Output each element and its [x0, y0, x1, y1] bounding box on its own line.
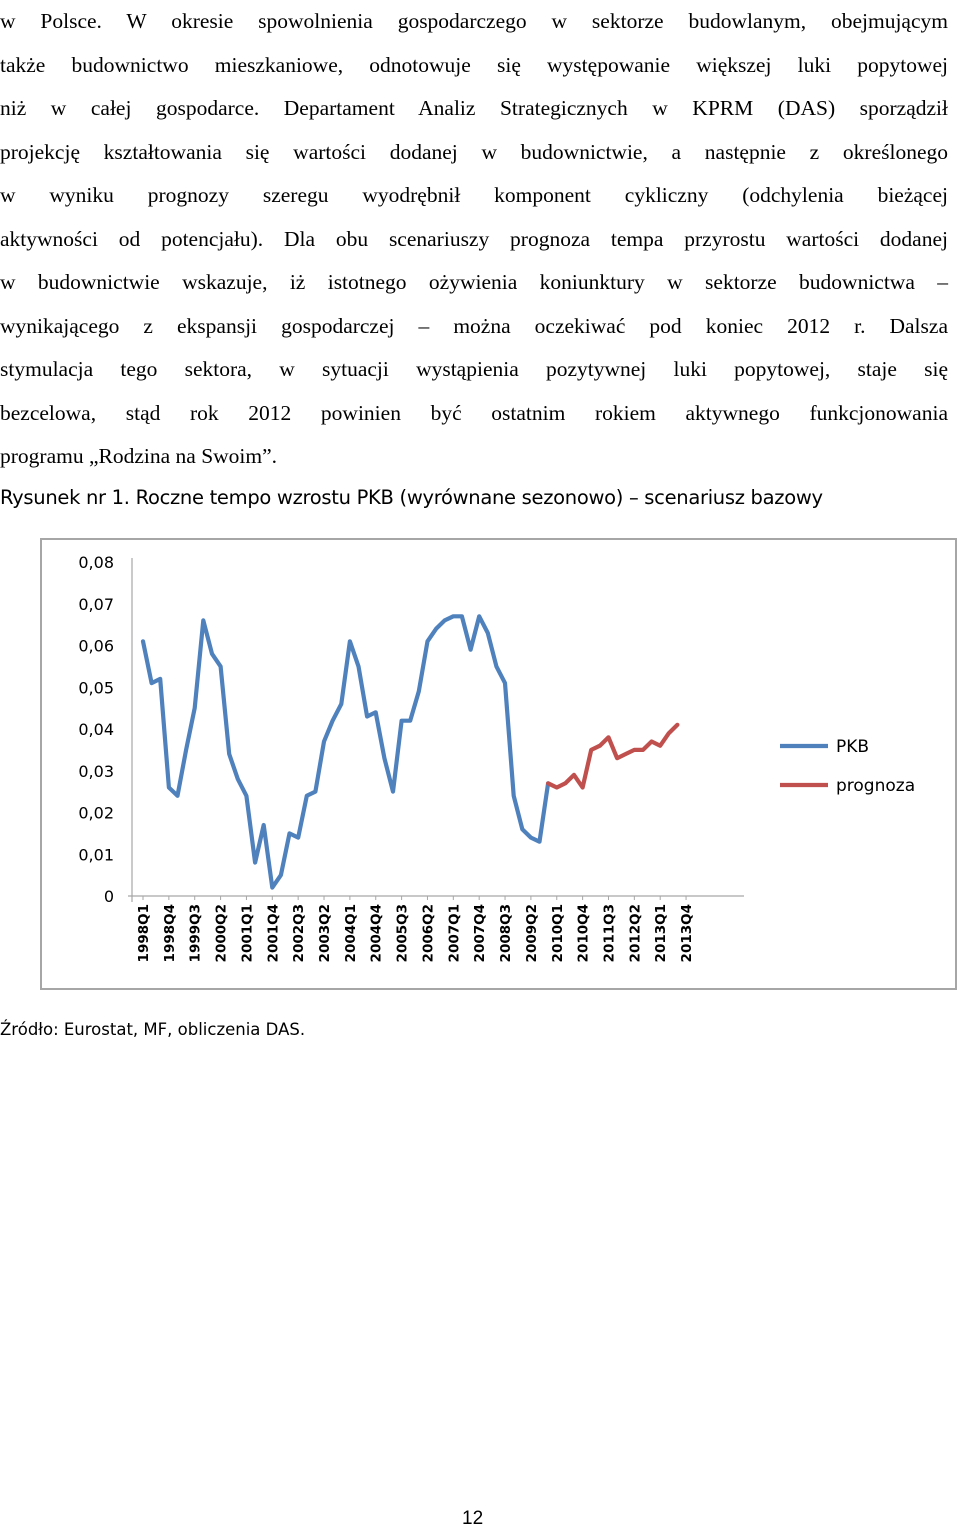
- x-tick-label: 1998Q1: [136, 904, 152, 963]
- x-tick-label: 2013Q4: [679, 904, 696, 963]
- x-tick-label: 2010Q1: [549, 904, 566, 963]
- figure-caption: Rysunek nr 1. Roczne tempo wzrostu PKB (wyrównane sezonowo) – scenariusz bazowy: [0, 486, 823, 509]
- x-tick-label: 1998Q4: [161, 904, 178, 963]
- y-tick-label: 0: [103, 887, 114, 906]
- x-tick-label: 2001Q1: [239, 904, 256, 963]
- legend-label-prognoza: prognoza: [836, 776, 916, 796]
- gdp-growth-chart: [40, 538, 957, 990]
- paragraph-line: programu „Rodzina na Swoim”.: [0, 444, 278, 468]
- x-tick-label: 2010Q4: [575, 904, 592, 963]
- paragraph-line: stymulacja tego sektora, w sytuacji wystąpienia pozytywnej luki popytowej, staje się: [0, 357, 948, 381]
- x-tick-label: 2013Q1: [653, 904, 670, 963]
- x-tick-label: 2004Q1: [342, 904, 359, 963]
- y-tick-label: 0,06: [78, 636, 114, 656]
- paragraph-line: bezcelowa, stąd rok 2012 powinien być ostatnim rokiem aktywnego funkcjonowania: [0, 400, 948, 425]
- x-tick-label: 2007Q1: [446, 904, 463, 963]
- paragraph-line: aktywności od potencjału). Dla obu scenariuszy prognoza tempa przyrostu wartości dodanej: [0, 226, 948, 251]
- y-tick-label: 0,02: [78, 803, 114, 823]
- paragraph-line: w budownictwie wskazuje, iż istotnego ożywienia koniunktury w sektorze budownictwa –: [0, 270, 948, 294]
- paragraph-line: projekcję kształtowania się wartości dodanej w budownictwie, a następnie z określonego: [0, 139, 948, 164]
- y-tick-label: 0,01: [78, 845, 114, 865]
- legend-label-pkb: PKB: [836, 737, 870, 757]
- y-tick-label: 0,03: [78, 761, 114, 781]
- x-tick-label: 1999Q3: [187, 904, 204, 963]
- paragraph-line: także budownictwo mieszkaniowe, odnotowuje się występowanie większej luki popytowej: [0, 52, 948, 77]
- x-tick-label: 2000Q2: [213, 904, 230, 963]
- x-tick-label: 2011Q3: [601, 904, 618, 963]
- x-tick-label: 2012Q2: [627, 904, 644, 963]
- x-tick-label: 2006Q2: [420, 904, 437, 963]
- paragraph-line: w wyniku prognozy szeregu wyodrębnił komponent cykliczny (odchylenia bieżącej: [0, 183, 948, 207]
- y-tick-label: 0,07: [78, 594, 114, 614]
- x-tick-label: 2003Q2: [317, 904, 334, 963]
- body-paragraph: [0, 0, 948, 479]
- series-line-pkb: [143, 616, 548, 887]
- paragraph-line: w Polsce. W okresie spowolnienia gospodarczego w sektorze budowlanym, obejmującym: [0, 9, 948, 33]
- paragraph-line: niż w całej gospodarce. Departament Analiz Strategicznych w KPRM (DAS) sporządził: [0, 96, 948, 120]
- y-tick-label: 0,05: [78, 678, 114, 698]
- x-tick-label: 2007Q4: [472, 904, 489, 963]
- x-tick-label: 2001Q4: [265, 904, 282, 963]
- paragraph-line: wynikającego z ekspansji gospodarczej – można oczekiwać pod koniec 2012 r. Dalsza: [0, 313, 948, 338]
- y-tick-label: 0,04: [78, 720, 114, 739]
- chart-canvas: [42, 540, 955, 988]
- series-line-prognoza: [548, 725, 677, 788]
- x-tick-label: 2004Q4: [368, 904, 385, 963]
- page-number: 12: [462, 1508, 484, 1529]
- source-note: Źródło: Eurostat, MF, obliczenia DAS.: [0, 1020, 306, 1039]
- x-tick-label: 2008Q3: [498, 904, 515, 963]
- y-tick-label: 0,08: [78, 553, 114, 572]
- x-tick-label: 2009Q2: [523, 904, 540, 963]
- x-tick-label: 2005Q3: [394, 904, 411, 963]
- x-tick-label: 2002Q3: [291, 904, 308, 963]
